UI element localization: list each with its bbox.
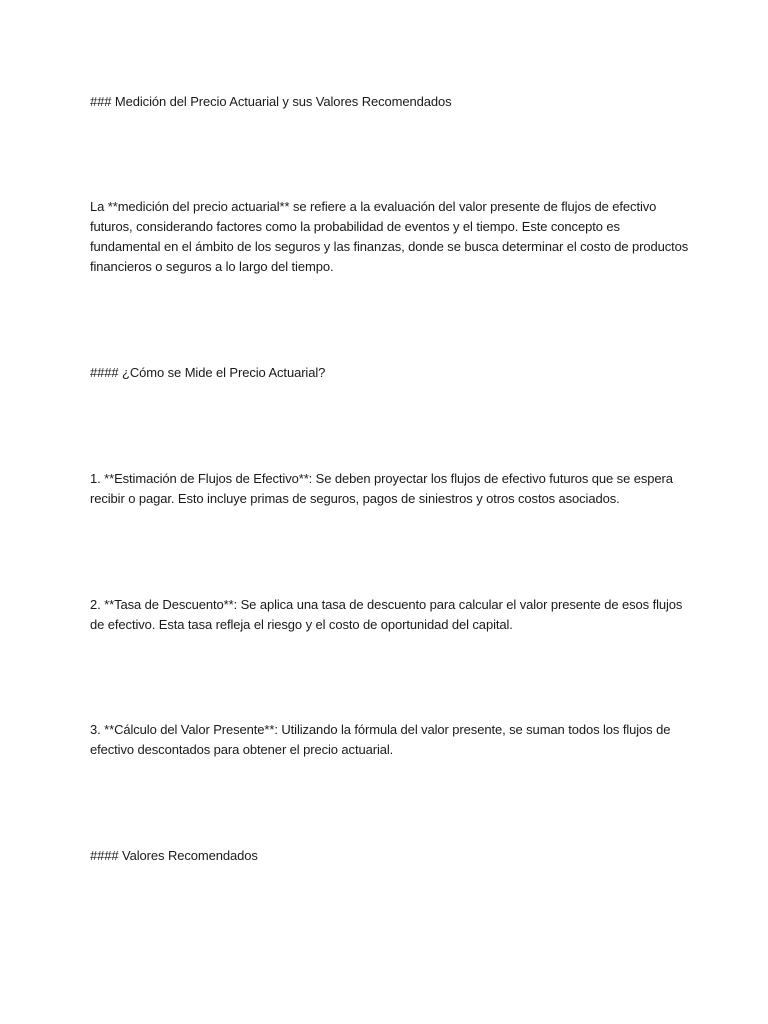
heading-values: #### Valores Recomendados xyxy=(90,848,258,863)
list-item: 2. **Tasa de Descuento**: Se aplica una tasa de descuento para calcular el valor presente de esos flujos de efectivo. Esta tasa refleja el riesgo y el costo de oportunidad del capital. xyxy=(90,597,683,632)
list-item: 3. **Cálculo del Valor Presente**: Utilizando la fórmula del valor presente, se suman todos los flujos de efectivo descontados para obtener el precio actuarial. xyxy=(90,722,671,757)
intro-paragraph: La **medición del precio actuarial** se refiere a la evaluación del valor presente de flujos de efectivo futuros, considerando factores como la probabilidad de eventos y el tiempo. Este concepto es fundamental en el ámbito de los seguros y las finanzas, donde se busca determinar el costo de productos financieros o seguros a lo largo del tiempo. xyxy=(90,199,689,274)
list-item: 1. **Estimación de Flujos de Efectivo**: Se deben proyectar los flujos de efectivo futuros que se espera recibir o pagar. Esto incluye primas de seguros, pagos de siniestros y otros costos asociados. xyxy=(90,471,673,506)
heading-how: #### ¿Cómo se Mide el Precio Actuarial? xyxy=(90,365,326,380)
heading-main: ### Medición del Precio Actuarial y sus Valores Recomendados xyxy=(90,94,452,109)
